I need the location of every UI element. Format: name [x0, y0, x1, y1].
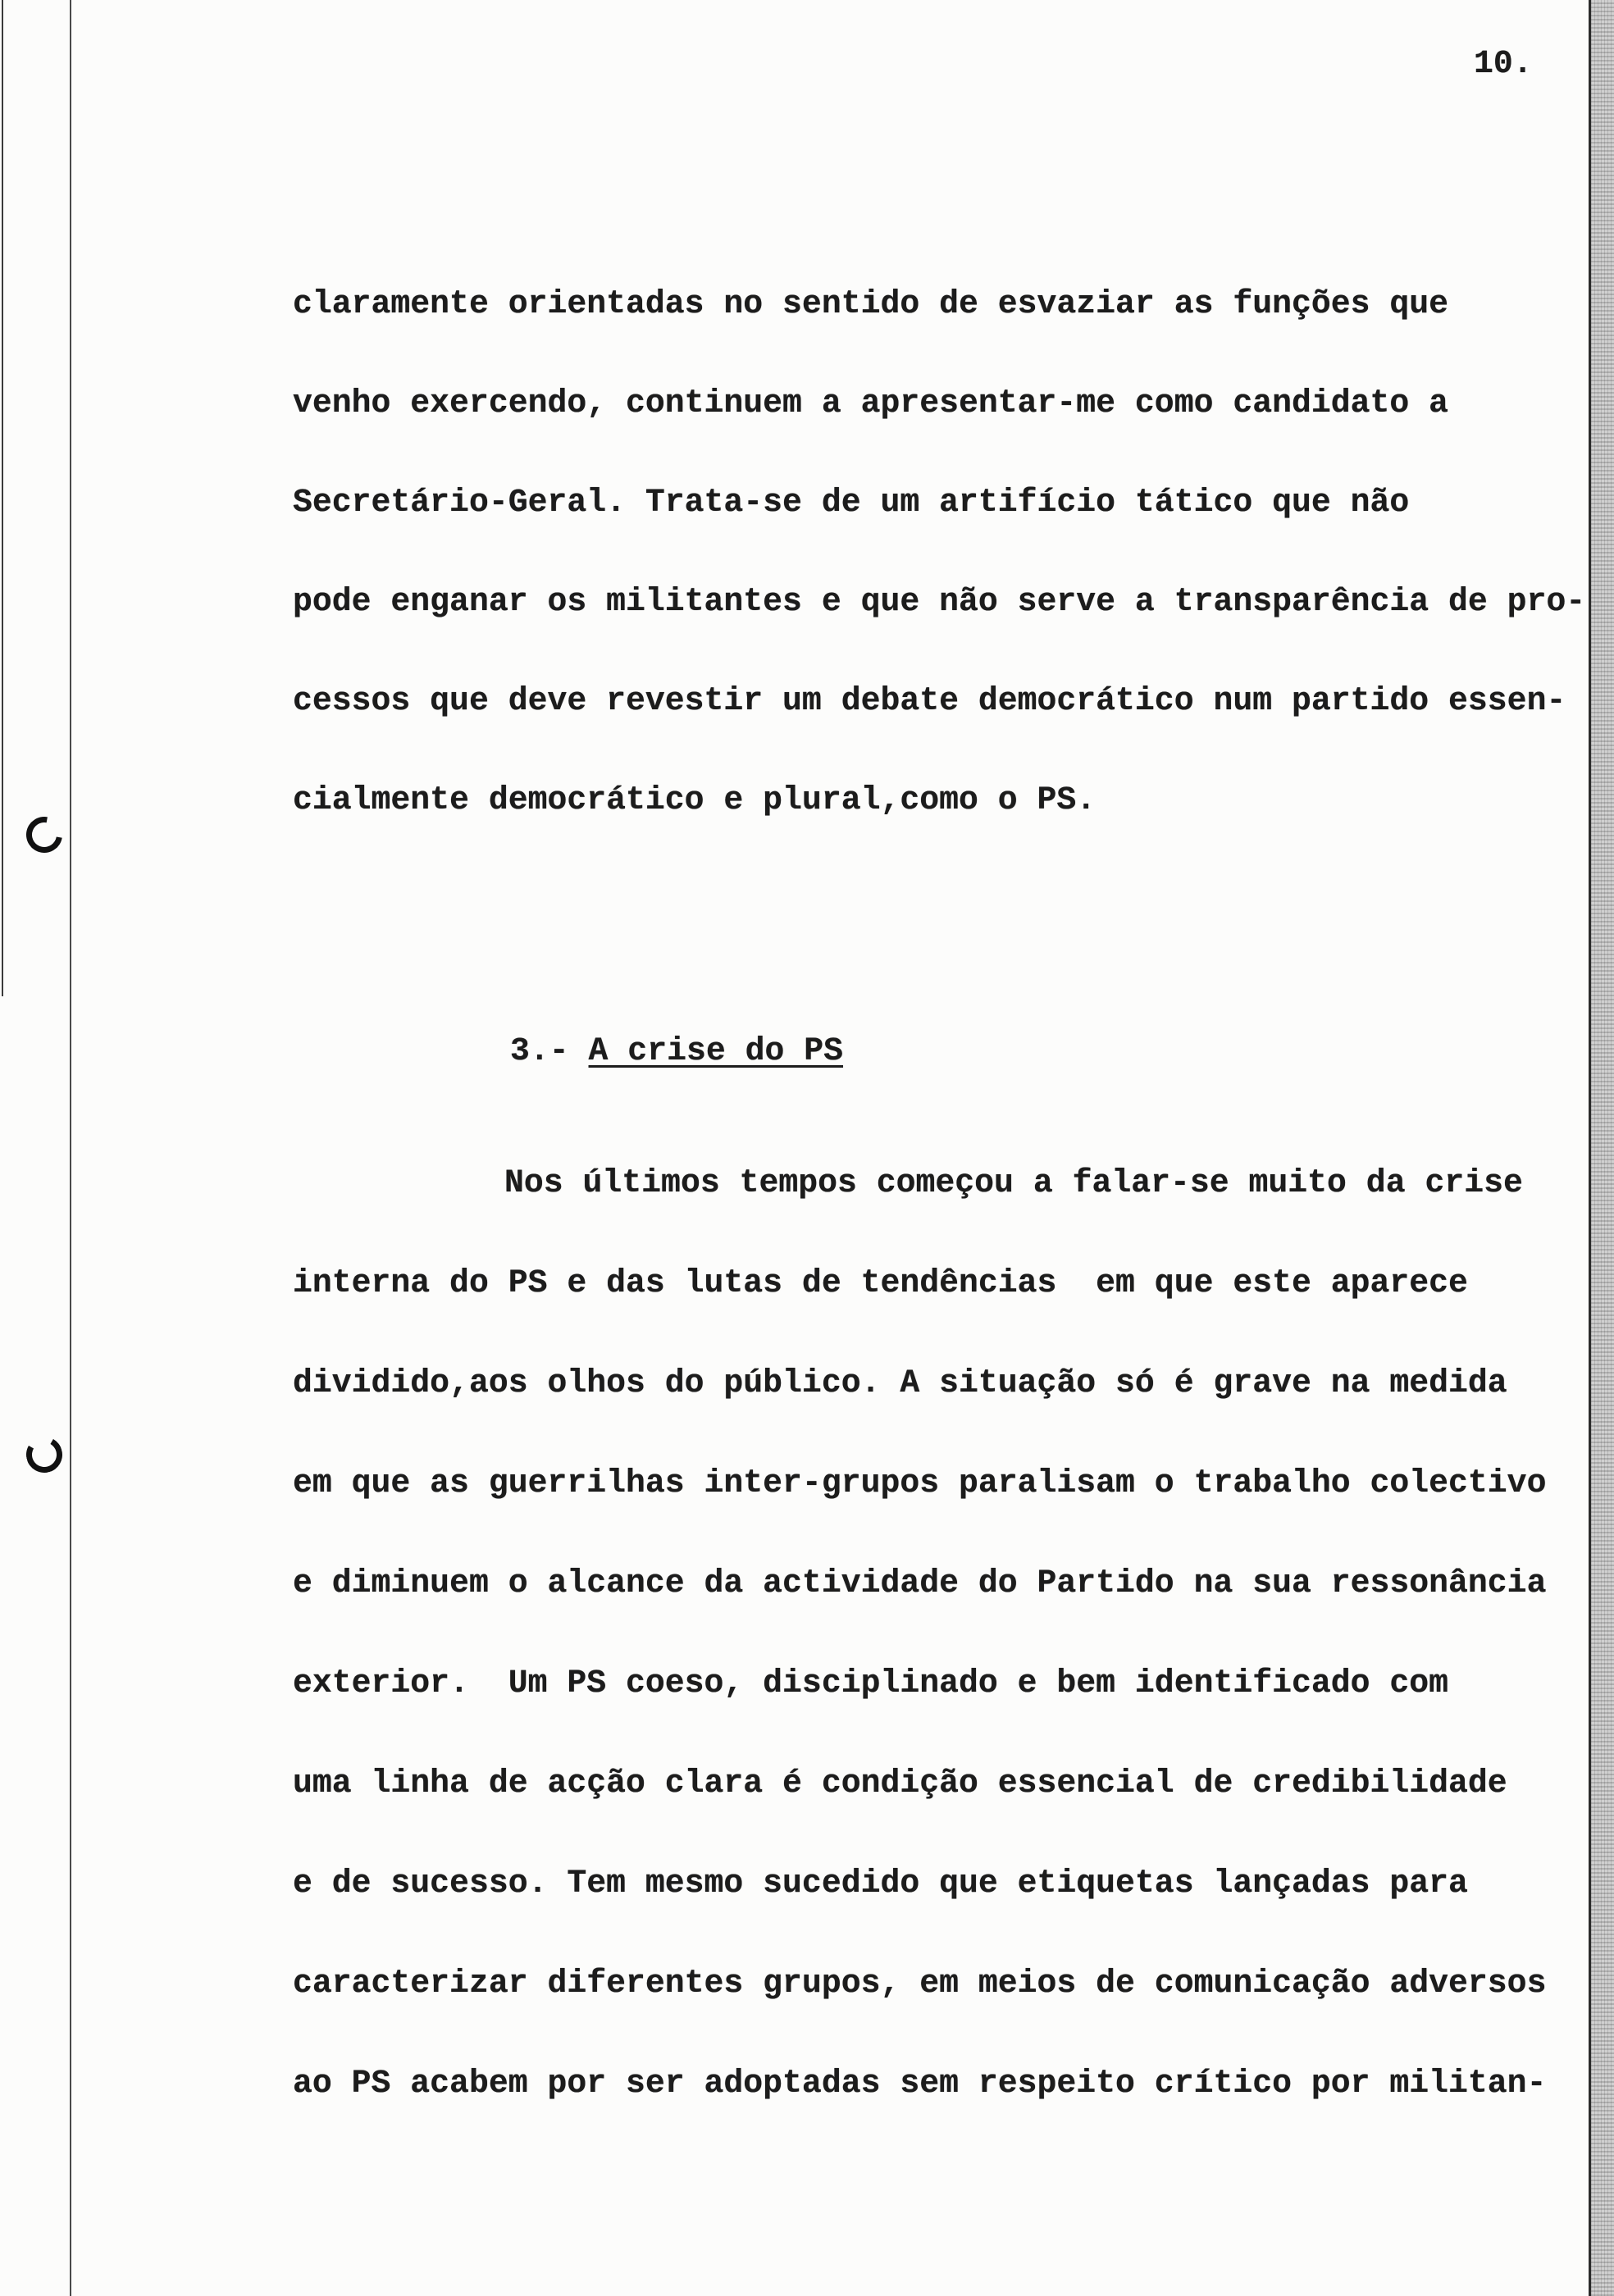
punch-hole-mark-icon — [19, 809, 69, 859]
text-line: cialmente democrático e plural,como o PS. — [293, 781, 1097, 818]
text-line: pode enganar os militantes e que não serve a transparência de pro- — [293, 583, 1586, 620]
text-line: venho exercendo, continuem a apresentar-me como candidato a — [293, 385, 1449, 421]
text-line: exterior. Um PS coeso, disciplinado e bem identificado com — [293, 1665, 1449, 1702]
text-line: e diminuem o alcance da actividade do Partido na sua ressonância — [293, 1565, 1547, 1601]
paragraph — [293, 1133, 1546, 2134]
text-line: ao PS acabem por ser adoptadas sem respeito crítico por militan- — [293, 2065, 1547, 2102]
text-line: caracterizar diferentes grupos, em meios de comunicação adversos — [293, 1965, 1547, 2002]
text-line: cessos que deve revestir um debate democrático num partido essen- — [293, 682, 1566, 719]
punch-hole-mark-icon — [22, 1433, 66, 1477]
scan-edge-left — [2, 0, 3, 996]
left-margin-line — [70, 0, 71, 2296]
text-line-first: Nos últimos tempos começou a falar-se muito da crise — [504, 1164, 1523, 1201]
text-line: uma linha de acção clara é condição essencial de credibilidade — [293, 1765, 1507, 1802]
text-line: interna do PS e das lutas de tendências em que este aparece — [293, 1264, 1468, 1301]
right-edge-scan-strip — [1591, 0, 1614, 2296]
text-line: e de sucesso. Tem mesmo sucedido que etiquetas lançadas para — [293, 1865, 1468, 1902]
section-number: 3.- — [510, 1032, 569, 1069]
continued-paragraph — [293, 254, 1585, 850]
text-line: em que as guerrilhas inter-grupos paralisam o trabalho colectivo — [293, 1465, 1547, 1501]
text-line: Secretário-Geral. Trata-se de um artifício tático que não — [293, 484, 1410, 521]
text-line: claramente orientadas no sentido de esvaziar as funções que — [293, 285, 1449, 322]
page-number: 10. — [1474, 45, 1533, 82]
section-heading — [510, 1001, 843, 1100]
section-title: A crise do PS — [588, 1032, 844, 1069]
text-line: dividido,aos olhos do público. A situação só é grave na medida — [293, 1364, 1507, 1401]
